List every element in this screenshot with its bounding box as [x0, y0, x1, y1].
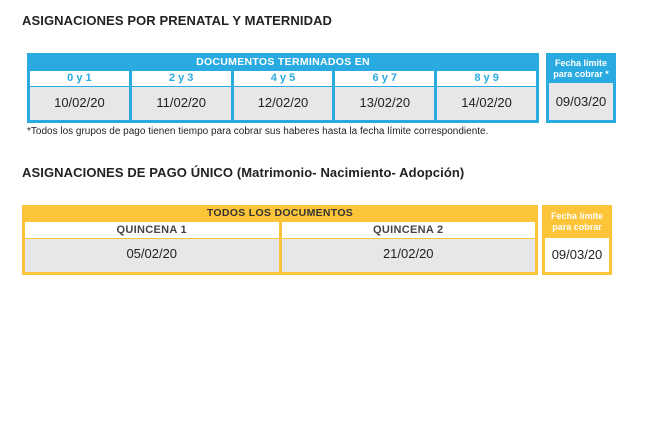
payment-date: 05/02/20 [25, 239, 279, 272]
prenatal-deadline-box [546, 53, 616, 123]
schedule-column [437, 71, 536, 120]
deadline-header-line1: Fecha límite [550, 211, 604, 221]
deadline-header-line1: Fecha límite [554, 58, 608, 68]
quincena-label: QUINCENA 1 [25, 222, 279, 238]
document-ending-label: 0 y 1 [30, 71, 129, 86]
prenatal-schedule-table [27, 53, 539, 123]
payment-date: 13/02/20 [335, 87, 434, 120]
schedule-column [25, 222, 279, 272]
payment-date: 14/02/20 [437, 87, 536, 120]
document-ending-label: 8 y 9 [437, 71, 536, 86]
section-title-pago-unico [22, 165, 464, 180]
footnote: *Todos los grupos de pago tienen tiempo para cobrar sus haberes hasta la fecha límite correspondiente. [27, 126, 489, 137]
payment-date: 21/02/20 [282, 239, 536, 272]
pago-unico-schedule-table [22, 205, 538, 275]
deadline-date: 09/03/20 [545, 238, 609, 272]
document-ending-label: 2 y 3 [132, 71, 231, 86]
table-header: DOCUMENTOS TERMINADOS EN [196, 56, 370, 68]
payment-date: 11/02/20 [132, 87, 231, 120]
schedule-column [282, 222, 536, 272]
deadline-date: 09/03/20 [549, 83, 613, 120]
payment-date: 10/02/20 [30, 87, 129, 120]
schedule-column [335, 71, 434, 120]
quincena-label: QUINCENA 2 [282, 222, 536, 238]
document-ending-label: 4 y 5 [234, 71, 333, 86]
schedule-column [234, 71, 333, 120]
section-title-main: ASIGNACIONES DE PAGO ÚNICO [22, 165, 234, 180]
payment-date: 12/02/20 [234, 87, 333, 120]
schedule-column [132, 71, 231, 120]
schedule-column [30, 71, 129, 120]
section-title-rest: (Matrimonio- Nacimiento- Adopción) [233, 165, 465, 180]
section-title-prenatal: ASIGNACIONES POR PRENATAL Y MATERNIDAD [22, 13, 333, 28]
deadline-header-line2: para cobrar [552, 222, 602, 232]
deadline-header-line2: para cobrar * [553, 69, 609, 79]
document-ending-label: 6 y 7 [335, 71, 434, 86]
pago-unico-deadline-box [542, 205, 612, 275]
deadline-header [546, 53, 616, 83]
deadline-header [542, 205, 612, 238]
table-header: TODOS LOS DOCUMENTOS [206, 207, 354, 219]
